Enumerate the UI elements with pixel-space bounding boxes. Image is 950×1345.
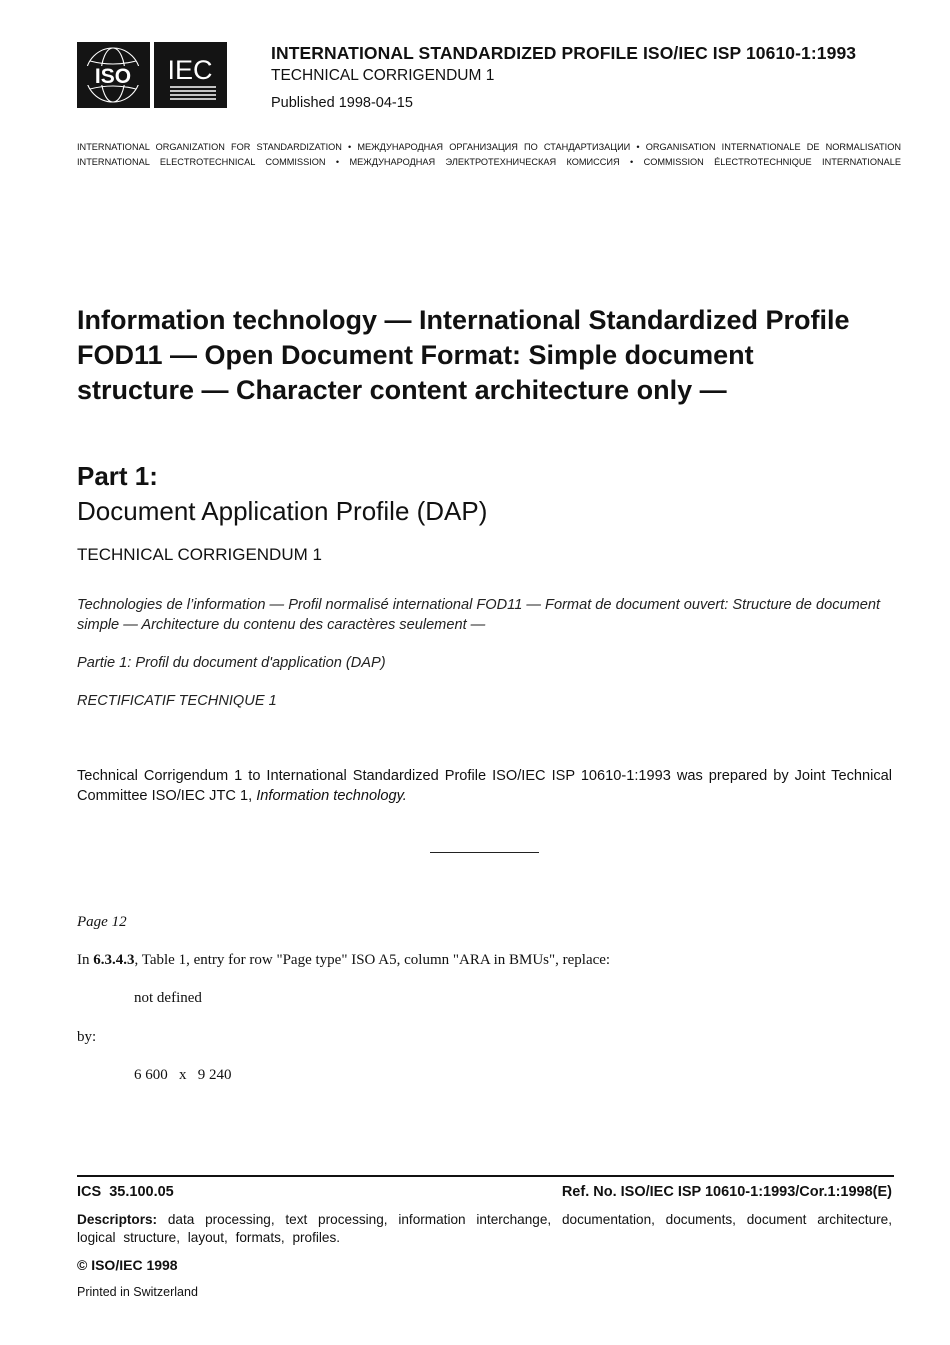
instruction-prefix: In — [77, 952, 94, 968]
instruction-suffix: , Table 1, entry for row "Page type" ISO A5, column "ARA in BMUs", replace: — [134, 952, 611, 968]
correction-instruction — [77, 952, 610, 969]
by-label: by: — [77, 1029, 97, 1045]
document-title: Information technology — International Standardized Profile FOD11 — Open Document Format: Simple document structure — Character content architecture only — — [77, 305, 850, 405]
part-label: Part 1: — [77, 461, 158, 491]
copyright: © ISO/IEC 1998 — [77, 1257, 178, 1273]
corrigendum-label: TECHNICAL CORRIGENDUM 1 — [271, 67, 495, 84]
french-corrigendum: RECTIFICATIF TECHNIQUE 1 — [77, 693, 277, 709]
preparation-text: Technical Corrigendum 1 to International Standardized Profile ISO/IEC ISP 10610-1:1993 was prepared by Joint Technical Committee ISO/IEC JTC 1, — [77, 768, 892, 804]
iec-logo — [154, 42, 227, 108]
descriptors-list: data processing, text processing, information interchange, documentation, documents, document architecture, logical structure, layout, formats, profiles. — [77, 1212, 892, 1245]
standard-title: INTERNATIONAL STANDARDIZED PROFILE ISO/IEC ISP 10610-1:1993 — [271, 43, 857, 63]
footer-rule — [77, 1175, 894, 1177]
ics-code: ICS 35.100.05 — [77, 1184, 174, 1200]
separator — [430, 852, 539, 853]
french-part: Partie 1: Profil du document d'application (DAP) — [77, 655, 386, 671]
corrigendum-title: TECHNICAL CORRIGENDUM 1 — [77, 545, 322, 564]
preparation-statement — [77, 766, 892, 806]
page-reference: Page 12 — [77, 914, 127, 930]
descriptors — [77, 1211, 892, 1247]
descriptors-label: Descriptors: — [77, 1212, 158, 1227]
iec-logo-text: IEC — [167, 55, 213, 85]
old-value: not defined — [134, 990, 202, 1006]
new-value: 6 600 x 9 240 — [134, 1067, 232, 1083]
committee-title: Information technology. — [256, 788, 407, 804]
iso-logo — [77, 42, 150, 108]
reference-number: Ref. No. ISO/IEC ISP 10610-1:1993/Cor.1:1998(E) — [561, 1184, 892, 1200]
organizations-line-1: INTERNATIONAL ORGANIZATION FOR STANDARDIZATION • МЕЖДУНАРОДНАЯ ОРГАНИЗАЦИЯ ПО СТАНДАРТИЗАЦИИ • ORGANISATION INTERNATIONALE DE NORMALISATION — [77, 142, 901, 152]
printed-in: Printed in Switzerland — [77, 1285, 198, 1299]
published-date: Published 1998-04-15 — [271, 95, 413, 111]
organizations-line-2: INTERNATIONAL ELECTROTECHNICAL COMMISSION • МЕЖДУНАРОДНАЯ ЭЛЕКТРОТЕХНИЧЕСКАЯ КОМИССИЯ • COMMISSION ÉLECTROTECHNIQUE INTERNATIONALE — [77, 157, 901, 167]
french-title: Technologies de l’information — Profil normalisé international FOD11 — Format de document ouvert: Structure de document simple — Architecture du contenu des caractères seulement — — [77, 597, 881, 633]
iso-logo-text: ISO — [94, 65, 132, 88]
clause-number: 6.3.4.3 — [93, 952, 135, 968]
part-name: Document Application Profile (DAP) — [77, 496, 488, 526]
